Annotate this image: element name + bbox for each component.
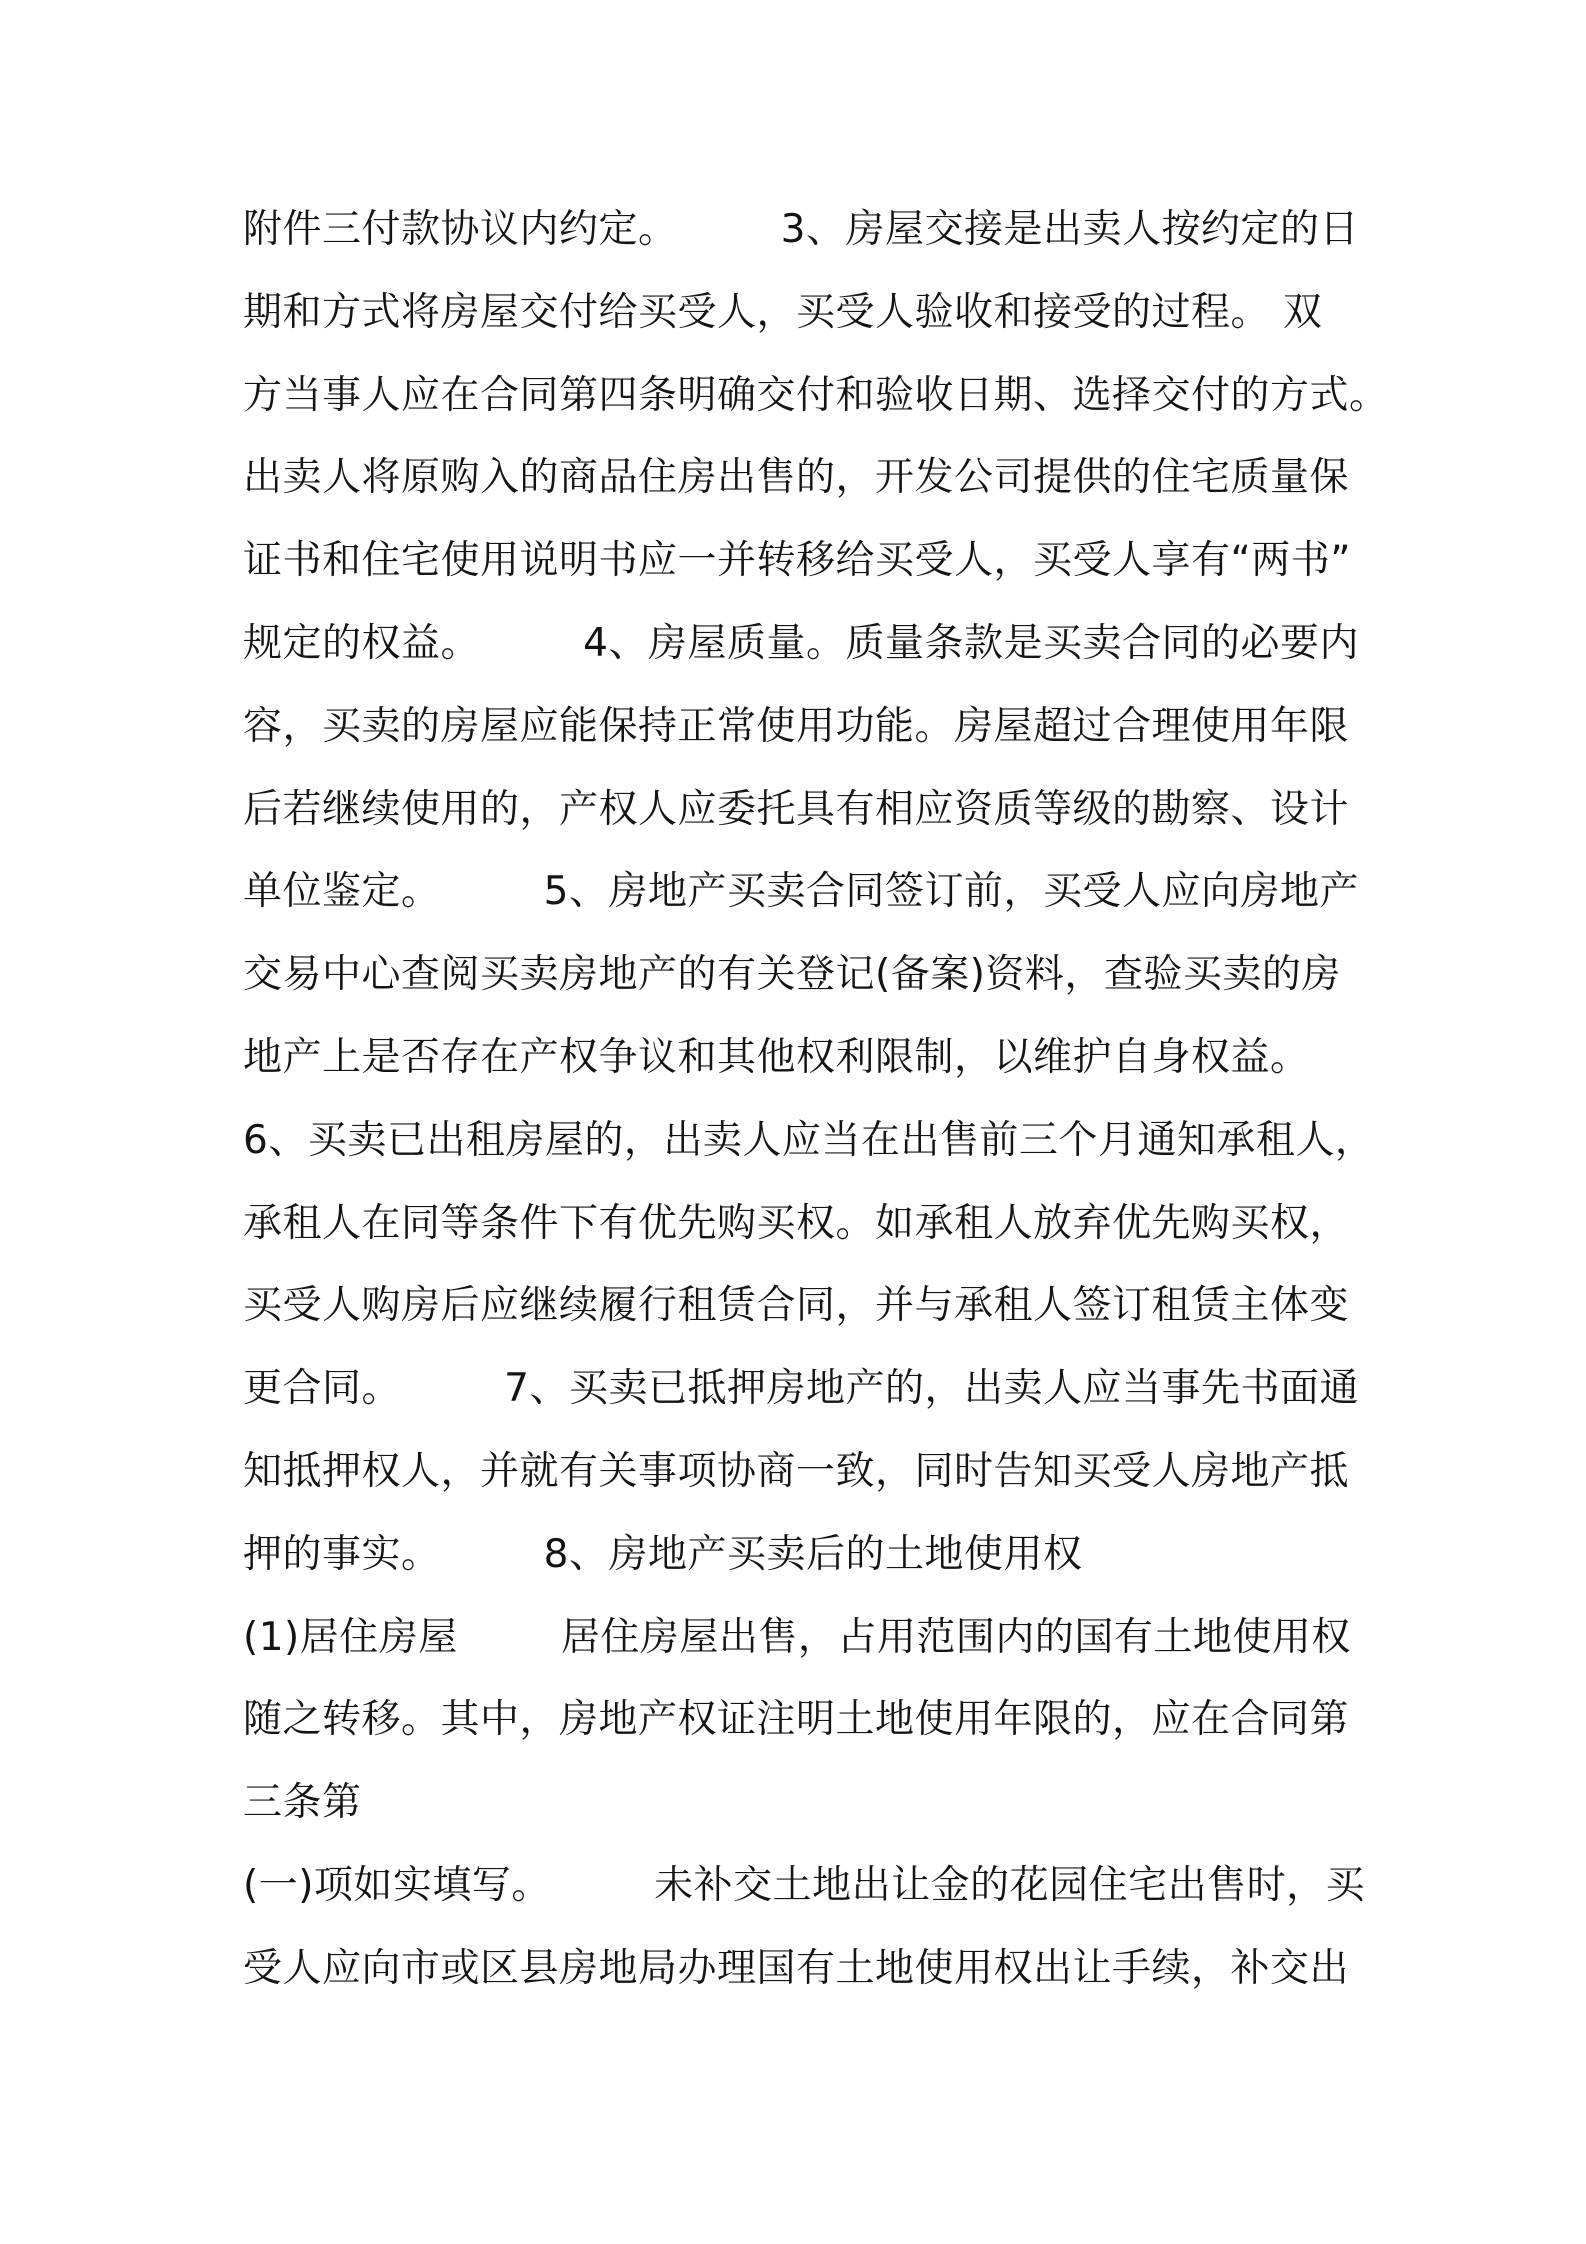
text-line: 承租人在同等条件下有优先购买权。如承租人放弃优先购买权， xyxy=(243,1201,1350,1246)
text-line: 后若继续使用的，产权人应委托具有相应资质等级的勘察、设计 xyxy=(243,787,1350,832)
text-line: 证书和住宅使用说明书应一并转移给买受人，买受人享有“两书” xyxy=(243,538,1351,583)
text-line: (1)居住房屋 居住房屋出售，占用范围内的国有土地使用权 xyxy=(243,1615,1351,1660)
text-line: 买受人购房后应继续履行租赁合同，并与承租人签订租赁主体变 xyxy=(243,1283,1350,1328)
text-line: 随之转移。其中，房地产权证注明土地使用年限的，应在合同第 xyxy=(243,1697,1350,1742)
text-line: 更合同。 7、买卖已抵押房地产的，出卖人应当事先书面通 xyxy=(243,1366,1359,1411)
text-line: 交易中心查阅买卖房地产的有关登记(备案)资料，查验买卖的房 xyxy=(243,952,1341,997)
text-line: 单位鉴定。 5、房地产买卖合同签订前，买受人应向房地产 xyxy=(243,869,1359,914)
text-line: (一)项如实填写。 未补交土地出让金的花园住宅出售时，买 xyxy=(243,1863,1366,1908)
text-line: 知抵押权人，并就有关事项协商一致，同时告知买受人房地产抵 xyxy=(243,1449,1350,1494)
text-line: 地产上是否存在产权争议和其他权利限制，以维护自身权益。 xyxy=(243,1035,1310,1080)
text-line: 三条第 xyxy=(243,1780,362,1825)
text-line: 6、买卖已出租房屋的，出卖人应当在出售前三个月通知承租人， xyxy=(243,1118,1375,1163)
text-line: 受人应向市或区县房地局办理国有土地使用权出让手续，补交出 xyxy=(243,1946,1350,1991)
text-line: 规定的权益。 4、房屋质量。质量条款是买卖合同的必要内 xyxy=(243,621,1359,666)
text-line: 出卖人将原购入的商品住房出售的，开发公司提供的住宅质量保 xyxy=(243,455,1350,500)
text-line: 容，买卖的房屋应能保持正常使用功能。房屋超过合理使用年限 xyxy=(243,704,1350,749)
text-line: 附件三付款协议内约定。 3、房屋交接是出卖人按约定的日 xyxy=(243,207,1359,252)
text-line: 方当事人应在合同第四条明确交付和验收日期、选择交付的方式。 xyxy=(243,373,1389,418)
text-line: 押的事实。 8、房地产买卖后的土地使用权 xyxy=(243,1532,1083,1577)
text-line: 期和方式将房屋交付给买受人，买受人验收和接受的过程。 双 xyxy=(243,290,1323,335)
